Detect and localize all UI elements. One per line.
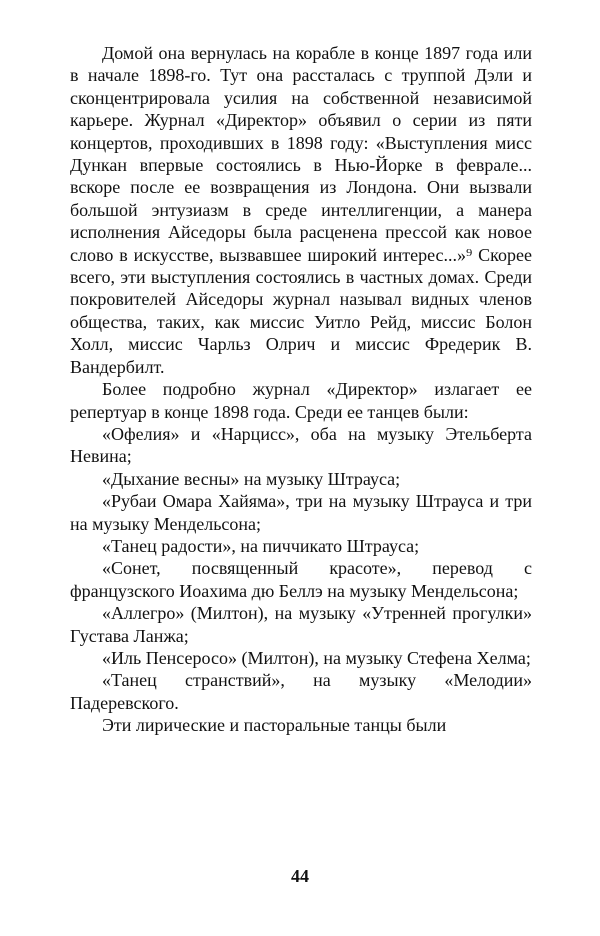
repertoire-item-il-penseroso: «Иль Пенсеросо» (Милтон), на музыку Стефена Хелма; xyxy=(102,647,531,668)
repertoire-item-allegro: «Аллегро» (Милтон), на музыку «Утренней прогулки» Густава Ланжа; xyxy=(70,603,532,646)
repertoire-item-rubaiyat: «Рубаи Омара Хайяма», три на музыку Штрауса и три на музыку Мендельсона; xyxy=(70,491,532,534)
paragraph-return-to-america: Домой она вернулась на корабле в конце 1897 года или в начале 1898-го. Тут она рассталась с труппой Дэли и сконцентрировала усилия на собственной независимой карьере. Журнал «Директор» объявил о серии из пяти концертов, проходивших в 1898 году: «Выступления мисс Дункан впервые состоялись в Нью-Йорке в феврале... вскоре после ее возвращения из Лондона. Они вызвали большой энтузиазм в среде интеллигенции, а манера исполнения Айседоры была расценена прессой как новое слово в искусстве, вызвавшее широкий интерес...»⁹ Скорее всего, эти выступления состоялись в частных домах. Среди покровителей Айседоры журнал называл видных членов общества, таких, как миссис Уитло Рейд, миссис Болон Холл, миссис Чарльз Олрич и миссис Фредерик В. Вандербилт. xyxy=(70,43,532,377)
repertoire-item-breath-of-spring: «Дыхание весны» на музыку Штрауса; xyxy=(102,468,401,489)
body-text xyxy=(70,42,532,737)
paragraph-closing-fragment: Эти лирические и пасторальные танцы были xyxy=(102,715,447,736)
repertoire-item-dance-of-wanderings: «Танец странствий», на музыку «Мелодии» Падеревского. xyxy=(70,670,532,713)
repertoire-item-dance-of-joy: «Танец радости», на пиччикато Штрауса; xyxy=(102,535,420,556)
page-number: 44 xyxy=(291,866,309,886)
paragraph-repertoire-intro: Более подробно журнал «Директор» излагает ее репертуар в конце 1898 года. Среди ее танцев были: xyxy=(70,379,532,422)
repertoire-item-sonnet: «Сонет, посвященный красоте», перевод с французского Иоахима дю Беллэ на музыку Мендельсона; xyxy=(70,558,532,601)
repertoire-item-ophelia-narcissus: «Офелия» и «Нарцисс», оба на музыку Этельберта Невина; xyxy=(70,423,532,467)
